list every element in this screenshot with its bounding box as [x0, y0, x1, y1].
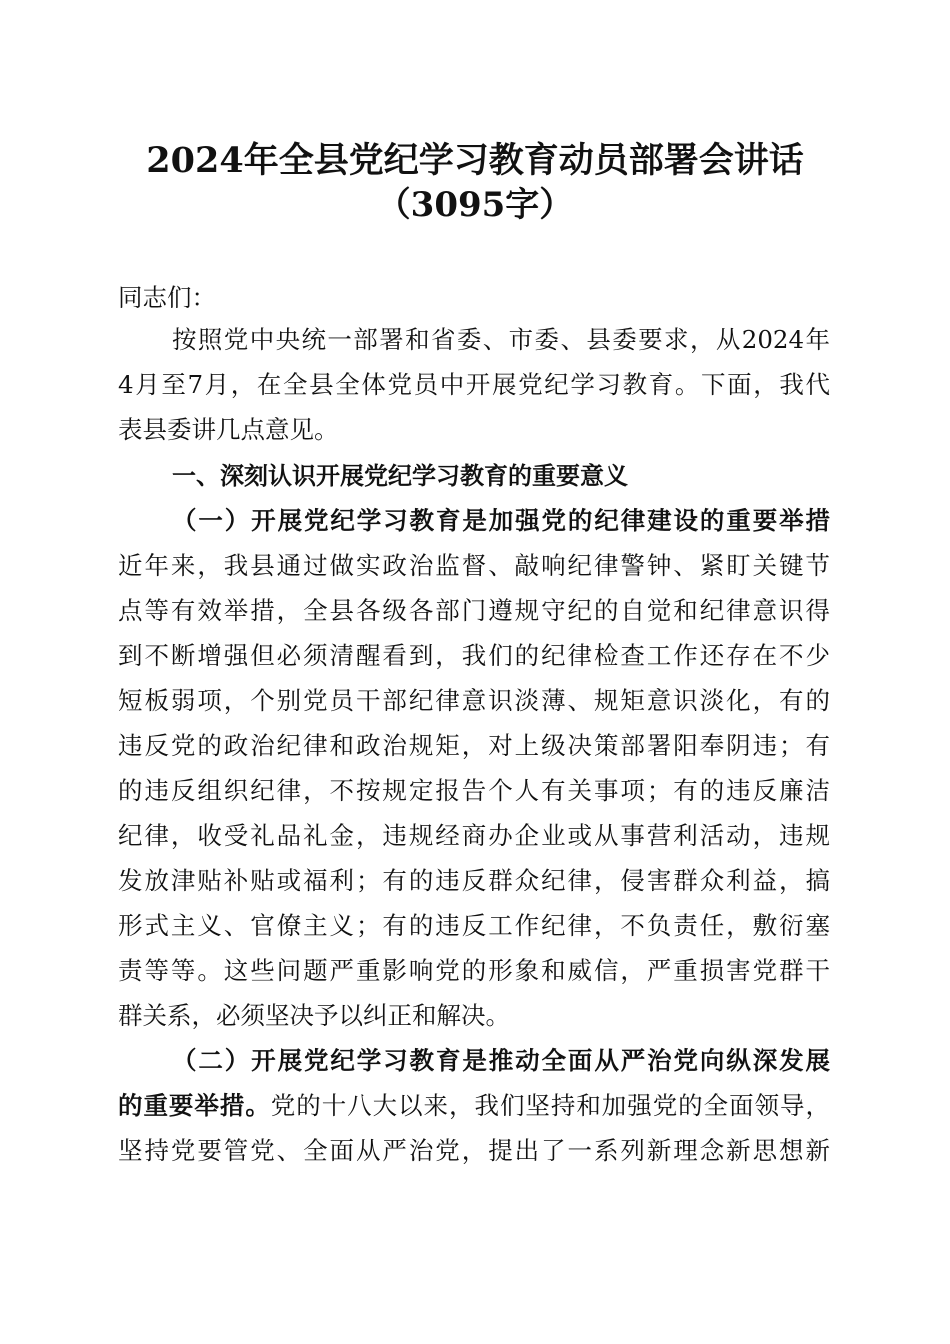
subsection-heading-1: （一）开展党纪学习教育是加强党的纪律建设的重要举措 — [172, 506, 830, 535]
paragraph-line: 点等有效举措，全县各级各部门遵规守纪的自觉和纪律意识得 — [118, 596, 830, 625]
salutation: 同志们： — [118, 283, 216, 312]
paragraph-line: 坚持党要管党、全面从严治党，提出了一系列新理念新思想新 — [118, 1136, 830, 1165]
paragraph-line: 群关系，必须坚决予以纠正和解决。 — [118, 1001, 510, 1030]
page-subtitle-word-count: （3095字） — [376, 185, 574, 225]
paragraph-line: 违反党的政治纪律和政治规矩，对上级决策部署阳奉阴违；有 — [118, 731, 830, 760]
page-title: 2024年全县党纪学习教育动员部署会讲话 — [146, 140, 804, 181]
paragraph-line: 纪律，收受礼品礼金，违规经商办企业或从事营利活动，违规 — [118, 821, 830, 850]
paragraph-line: 近年来，我县通过做实政治监督、敲响纪律警钟、紧盯关键节 — [118, 551, 830, 580]
paragraph-text: 党的十八大以来，我们坚持和加强党的全面领导， — [270, 1091, 831, 1120]
intro-line: 4月至7月，在全县全体党员中开展党纪学习教育。下面，我代 — [118, 370, 830, 399]
intro-line: 按照党中央统一部署和省委、市委、县委要求，从2024年 — [172, 325, 830, 354]
paragraph-line: 到不断增强但必须清醒看到，我们的纪律检查工作还存在不少 — [118, 641, 830, 670]
intro-line: 表县委讲几点意见。 — [118, 415, 339, 444]
paragraph-line: 发放津贴补贴或福利；有的违反群众纪律，侵害群众利益，搞 — [118, 866, 830, 895]
paragraph-line: 形式主义、官僚主义；有的违反工作纪律，不负责任，敷衍塞 — [118, 911, 830, 940]
subsection-heading-2: （二）开展党纪学习教育是推动全面从严治党向纵深发展 — [172, 1046, 830, 1075]
paragraph-line: 短板弱项，个别党员干部纪律意识淡薄、规矩意识淡化，有的 — [118, 686, 830, 715]
subsection-heading-2-tail: 的重要举措。 — [118, 1091, 271, 1120]
paragraph-line: 的违反组织纪律，不按规定报告个人有关事项；有的违反廉洁 — [118, 776, 830, 805]
subsection-heading-2-continued — [118, 1086, 830, 1126]
section-heading-1: 一、深刻认识开展党纪学习教育的重要意义 — [172, 462, 628, 490]
paragraph-line: 责等等。这些问题严重影响党的形象和威信，严重损害党群干 — [118, 956, 830, 985]
